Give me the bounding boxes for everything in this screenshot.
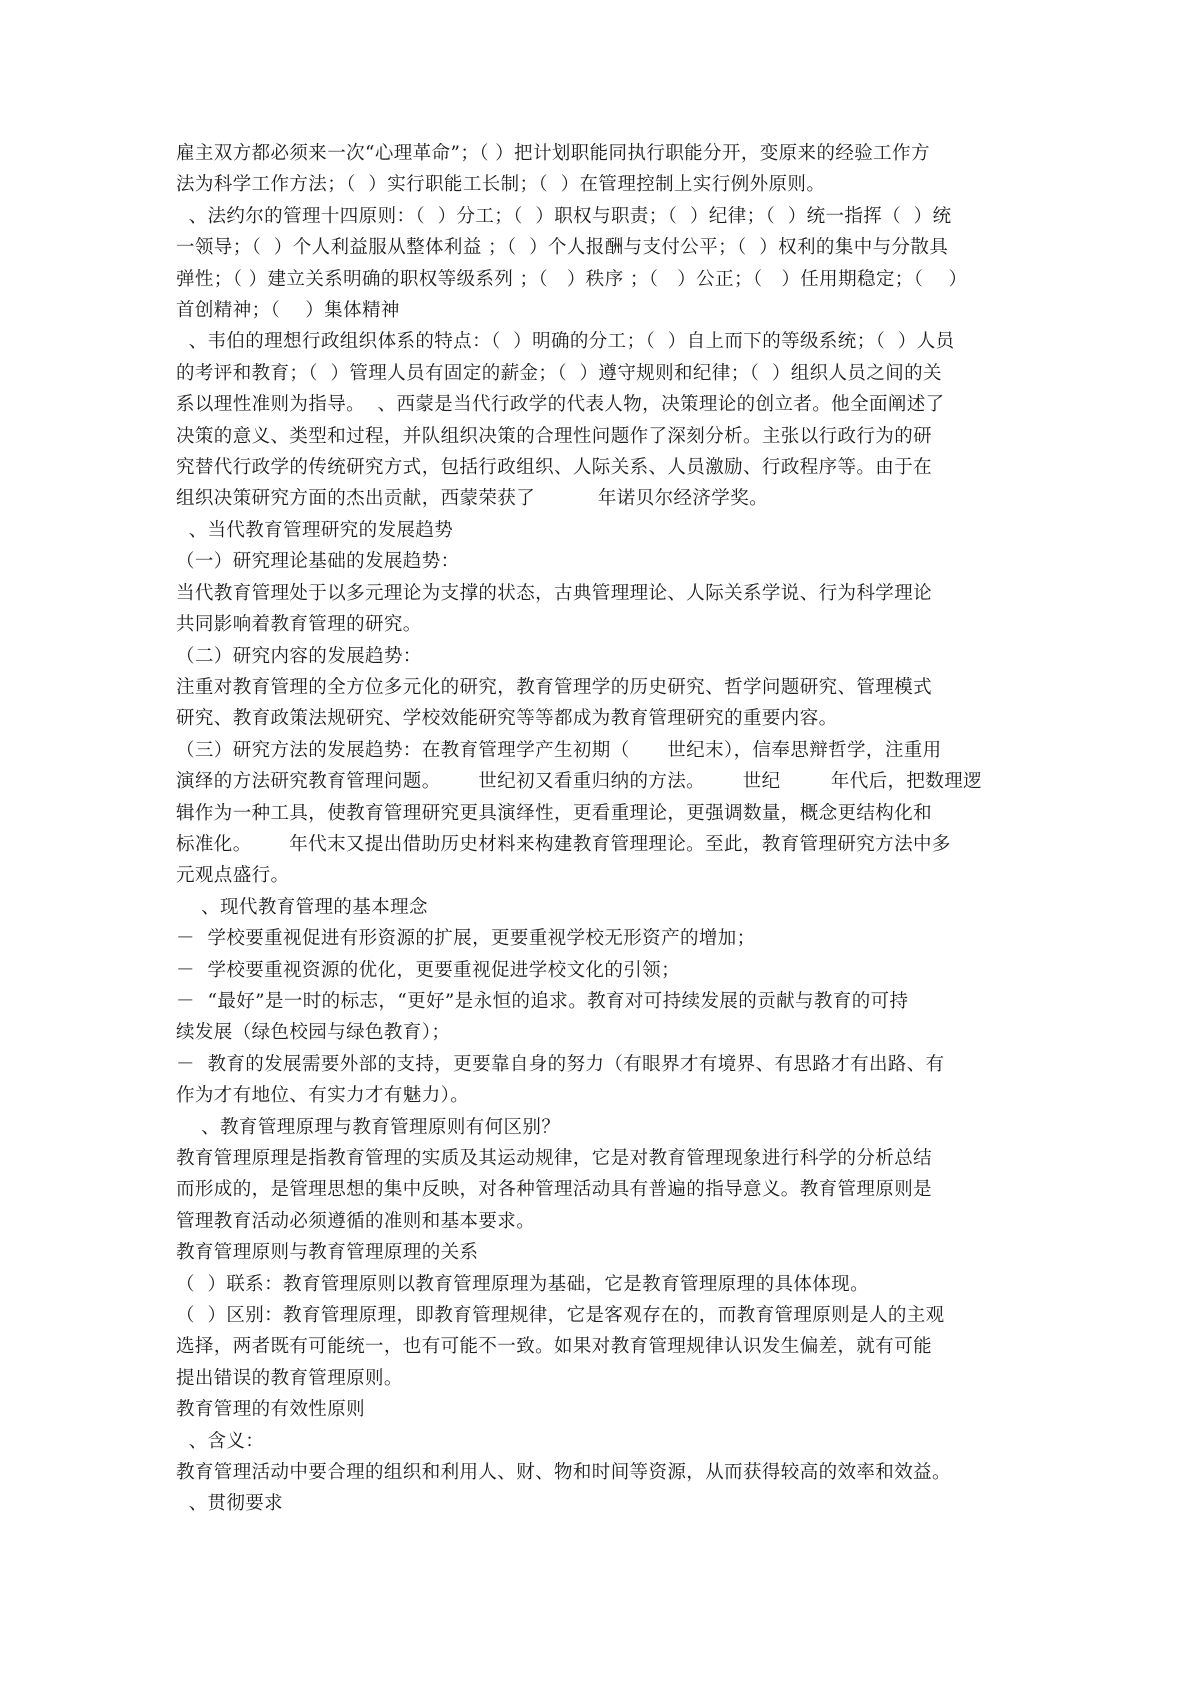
section-heading: 、现代教育管理的基本理念	[176, 896, 428, 918]
subheading: （二）研究内容的发展趋势：	[176, 645, 422, 667]
text-line: 组织决策研究方面的杰出贡献，西蒙荣获了 年诺贝尔经济学奖。	[176, 488, 769, 510]
text-line: 的考评和教育；（ ）管理人员有固定的薪金；（ ）遵守规则和纪律；（ ）组织人员之间的关	[176, 362, 942, 384]
text-line: 辑作为一种工具，使教育管理研究更具演绎性，更看重理论，更强调数量，概念更结构化和	[176, 802, 933, 824]
subheading: 教育管理原则与教育管理原理的关系	[176, 1242, 479, 1264]
list-item: － 学校要重视资源的优化，更要重视促进学校文化的引领；	[176, 959, 680, 981]
text-line: 弹性；（ ）建立关系明确的职权等级系列 ；（ ）秩序 ；（ ）公正；（ ）任用期稳定；（ ）	[176, 268, 968, 290]
text-line: （ ）联系：教育管理原则以教育管理原理为基础，它是教育管理原理的具体体现。	[176, 1273, 869, 1295]
text-line: 系以理性准则为指导。 、西蒙是当代行政学的代表人物，决策理论的创立者。他全面阐述了	[176, 394, 945, 416]
text-line: 管理教育活动必须遵循的准则和基本要求。	[176, 1210, 536, 1232]
list-item: － 教育的发展需要外部的支持，更要靠自身的努力（有眼界才有境界、有思路才有出路、有	[176, 1053, 945, 1075]
text-line: 而形成的，是管理思想的集中反映，对各种管理活动具有普遍的指导意义。教育管理原则是	[176, 1179, 933, 1201]
text-line: （ ）区别：教育管理原理，即教育管理规律，它是客观存在的，而教育管理原则是人的主观	[176, 1305, 945, 1327]
text-line: 研究、教育政策法规研究、学校效能研究等等都成为教育管理研究的重要内容。	[176, 708, 838, 730]
text-line: 首创精神；（ ）集体精神	[176, 300, 400, 322]
text-line: 法为科学工作方法；（ ）实行职能工长制；（ ）在管理控制上实行例外原则。	[176, 174, 826, 196]
text-line: 共同影响着教育管理的研究。	[176, 614, 422, 636]
text-line: 续发展（绿色校园与绿色教育）；	[176, 1022, 451, 1044]
text-line: 、法约尔的管理十四原则：（ ）分工；（ ）职权与职责；（ ）纪律；（ ）统一指挥（ ）统	[176, 205, 952, 227]
text-line: 教育管理原理是指教育管理的实质及其运动规律，它是对教育管理现象进行科学的分析总结	[176, 1148, 933, 1169]
section-heading: 、当代教育管理研究的发展趋势	[176, 519, 454, 541]
subheading: （一）研究理论基础的发展趋势：	[176, 551, 460, 573]
text-line: （三）研究方法的发展趋势：在教育管理学产生初期（ 世纪末），信奉思辩哲学，注重用	[176, 739, 942, 761]
text-line: 提出错误的教育管理原则。	[176, 1367, 403, 1389]
text-line: 注重对教育管理的全方位多元化的研究，教育管理学的历史研究、哲学问题研究、管理模式	[176, 676, 933, 698]
text-line: 教育管理活动中要合理的组织和利用人、财、物和时间等资源，从而获得较高的效率和效益。	[176, 1462, 951, 1484]
text-line: 当代教育管理处于以多元理论为支撑的状态，古典管理理论、人际关系学说、行为科学理论	[176, 582, 933, 604]
text-line: 、韦伯的理想行政组织体系的特点：（ ）明确的分工；（ ）自上而下的等级系统；（ ）人员	[176, 331, 955, 353]
text-line: 、含义：	[176, 1430, 265, 1452]
text-line: 、贯彻要求	[176, 1493, 284, 1515]
text-line: 作为才有地位、有实力才有魅力）。	[176, 1085, 470, 1107]
text-line: 一领导；（ ）个人利益服从整体利益 ；（ ）个人报酬与支付公平；（ ）权利的集中与分散具	[176, 237, 949, 259]
list-item: － 学校要重视促进有形资源的扩展，更要重视学校无形资产的增加；	[176, 928, 756, 950]
subheading: 教育管理的有效性原则	[176, 1399, 366, 1421]
document-page	[176, 138, 1026, 1520]
text-line: 决策的意义、类型和过程，并队组织决策的合理性问题作了深刻分析。主张以行政行为的研	[176, 425, 933, 447]
section-heading: 、教育管理原理与教育管理原则有何区别？	[176, 1116, 561, 1138]
text-line: 选择，两者既有可能统一，也有可能不一致。如果对教育管理规律认识发生偏差，就有可能	[176, 1336, 933, 1358]
text-line: 元观点盛行。	[176, 865, 290, 887]
text-line: 标准化。 年代末又提出借助历史材料来构建教育管理理论。至此，教育管理研究方法中多	[176, 833, 951, 855]
list-item: － “最好”是一时的标志，“更好”是永恒的追求。教育对可持续发展的贡献与教育的可持	[176, 990, 909, 1012]
text-line: 雇主双方都必须来一次“心理革命”；（ ）把计划职能同执行职能分开，变原来的经验工作方	[176, 143, 930, 164]
text-line: 究替代行政学的传统研究方式，包括行政组织、人际关系、人员激励、行政程序等。由于在	[176, 457, 933, 479]
text-line: 演绎的方法研究教育管理问题。 世纪初又看重归纳的方法。 世纪 年代后，把数理逻	[176, 771, 983, 793]
